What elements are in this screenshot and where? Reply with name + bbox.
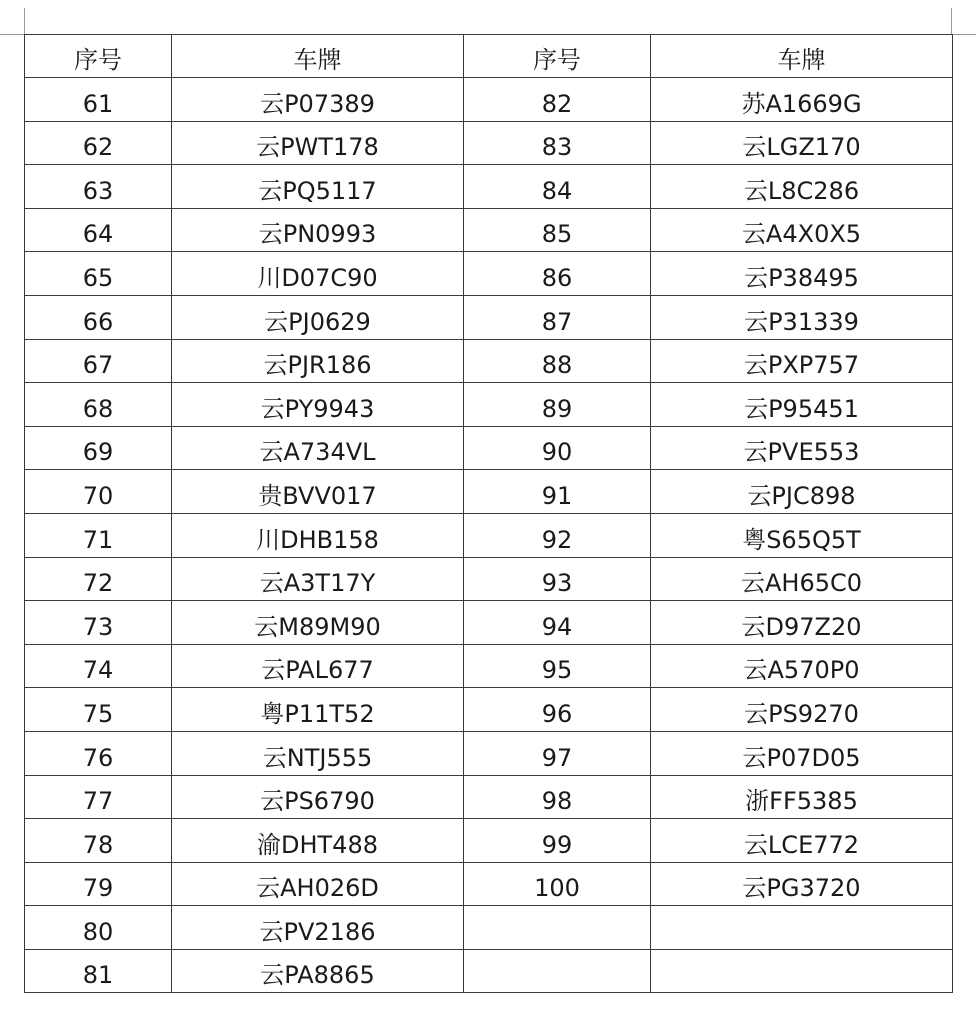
seq-right-cell: 94	[464, 601, 651, 645]
plate-right-cell: 苏A1669G	[651, 78, 953, 122]
plate-right-cell: 云AH65C0	[651, 557, 953, 601]
plate-right-cell: 粤S65Q5T	[651, 513, 953, 557]
plate-right-cell: 云PG3720	[651, 862, 953, 906]
plate-right-cell: 云P31339	[651, 295, 953, 339]
table-row	[25, 470, 953, 514]
seq-left-cell: 77	[25, 775, 172, 819]
seq-right-cell: 83	[464, 121, 651, 165]
seq-left-cell: 68	[25, 383, 172, 427]
table-row	[25, 383, 953, 427]
seq-right-cell: 98	[464, 775, 651, 819]
table-row	[25, 339, 953, 383]
plate-right-cell	[651, 906, 953, 950]
header-seq-left: 序号	[25, 35, 172, 78]
seq-right-cell	[464, 906, 651, 950]
plate-left-cell: 贵BVV017	[172, 470, 464, 514]
plate-left-cell: 云NTJ555	[172, 731, 464, 775]
seq-left-cell: 73	[25, 601, 172, 645]
plate-left-cell: 云PJ0629	[172, 295, 464, 339]
plate-left-cell: 粤P11T52	[172, 688, 464, 732]
seq-left-cell: 64	[25, 208, 172, 252]
seq-left-cell: 65	[25, 252, 172, 296]
seq-left-cell: 78	[25, 819, 172, 863]
seq-right-cell: 82	[464, 78, 651, 122]
plate-left-cell: 川D07C90	[172, 252, 464, 296]
seq-right-cell: 97	[464, 731, 651, 775]
seq-right-cell	[464, 949, 651, 993]
table-row	[25, 557, 953, 601]
seq-left-cell: 70	[25, 470, 172, 514]
plate-right-cell: 云PVE553	[651, 426, 953, 470]
plate-right-cell: 云P07D05	[651, 731, 953, 775]
seq-right-cell: 89	[464, 383, 651, 427]
plate-left-cell: 云PS6790	[172, 775, 464, 819]
plate-left-cell: 云PV2186	[172, 906, 464, 950]
seq-left-cell: 69	[25, 426, 172, 470]
plate-left-cell: 川DHB158	[172, 513, 464, 557]
seq-right-cell: 100	[464, 862, 651, 906]
table-row	[25, 295, 953, 339]
seq-right-cell: 96	[464, 688, 651, 732]
table-row	[25, 906, 953, 950]
table-header-row	[25, 35, 953, 78]
table-row	[25, 121, 953, 165]
table-row	[25, 644, 953, 688]
seq-left-cell: 63	[25, 165, 172, 209]
plate-right-cell: 云PS9270	[651, 688, 953, 732]
plate-right-cell: 云P95451	[651, 383, 953, 427]
plate-right-cell: 云A4X0X5	[651, 208, 953, 252]
plate-right-cell: 云L8C286	[651, 165, 953, 209]
table-row	[25, 862, 953, 906]
table-row	[25, 426, 953, 470]
seq-left-cell: 67	[25, 339, 172, 383]
seq-left-cell: 61	[25, 78, 172, 122]
plate-left-cell: 云PQ5117	[172, 165, 464, 209]
seq-right-cell: 87	[464, 295, 651, 339]
seq-left-cell: 66	[25, 295, 172, 339]
plate-left-cell: 云AH026D	[172, 862, 464, 906]
seq-left-cell: 79	[25, 862, 172, 906]
seq-right-cell: 85	[464, 208, 651, 252]
seq-left-cell: 72	[25, 557, 172, 601]
crop-mark-top-left-vertical	[24, 8, 25, 35]
plate-left-cell: 云P07389	[172, 78, 464, 122]
seq-left-cell: 71	[25, 513, 172, 557]
table-row	[25, 601, 953, 645]
seq-left-cell: 80	[25, 906, 172, 950]
plate-left-cell: 云PWT178	[172, 121, 464, 165]
table-row	[25, 688, 953, 732]
plate-right-cell: 云PJC898	[651, 470, 953, 514]
seq-right-cell: 91	[464, 470, 651, 514]
seq-right-cell: 92	[464, 513, 651, 557]
seq-right-cell: 84	[464, 165, 651, 209]
seq-right-cell: 90	[464, 426, 651, 470]
plate-right-cell: 云A570P0	[651, 644, 953, 688]
header-plate-left: 车牌	[172, 35, 464, 78]
plate-left-cell: 云PN0993	[172, 208, 464, 252]
table-row	[25, 731, 953, 775]
table-row	[25, 775, 953, 819]
header-plate-right: 车牌	[651, 35, 953, 78]
seq-right-cell: 95	[464, 644, 651, 688]
plate-left-cell: 云PA8865	[172, 949, 464, 993]
plate-right-cell: 浙FF5385	[651, 775, 953, 819]
plate-right-cell: 云LCE772	[651, 819, 953, 863]
table-row	[25, 949, 953, 993]
table-row	[25, 78, 953, 122]
seq-right-cell: 88	[464, 339, 651, 383]
plate-left-cell: 云PAL677	[172, 644, 464, 688]
table-row	[25, 819, 953, 863]
table-row	[25, 252, 953, 296]
seq-left-cell: 81	[25, 949, 172, 993]
plate-left-cell: 云PJR186	[172, 339, 464, 383]
seq-left-cell: 74	[25, 644, 172, 688]
header-seq-right: 序号	[464, 35, 651, 78]
plate-right-cell	[651, 949, 953, 993]
seq-left-cell: 76	[25, 731, 172, 775]
table-row	[25, 165, 953, 209]
plate-right-cell: 云P38495	[651, 252, 953, 296]
table-row	[25, 208, 953, 252]
crop-mark-top-right-vertical	[951, 8, 952, 35]
plate-left-cell: 云M89M90	[172, 601, 464, 645]
plate-right-cell: 云D97Z20	[651, 601, 953, 645]
seq-right-cell: 86	[464, 252, 651, 296]
plate-left-cell: 云A734VL	[172, 426, 464, 470]
crop-mark-top-left-horizontal	[0, 34, 25, 35]
seq-right-cell: 93	[464, 557, 651, 601]
seq-left-cell: 62	[25, 121, 172, 165]
plate-right-cell: 云LGZ170	[651, 121, 953, 165]
plate-left-cell: 渝DHT488	[172, 819, 464, 863]
table-body	[25, 78, 953, 993]
seq-left-cell: 75	[25, 688, 172, 732]
plate-left-cell: 云PY9943	[172, 383, 464, 427]
plate-right-cell: 云PXP757	[651, 339, 953, 383]
seq-right-cell: 99	[464, 819, 651, 863]
table-row	[25, 513, 953, 557]
crop-mark-top-right-horizontal	[951, 34, 976, 35]
plate-left-cell: 云A3T17Y	[172, 557, 464, 601]
license-plate-table	[24, 34, 953, 993]
